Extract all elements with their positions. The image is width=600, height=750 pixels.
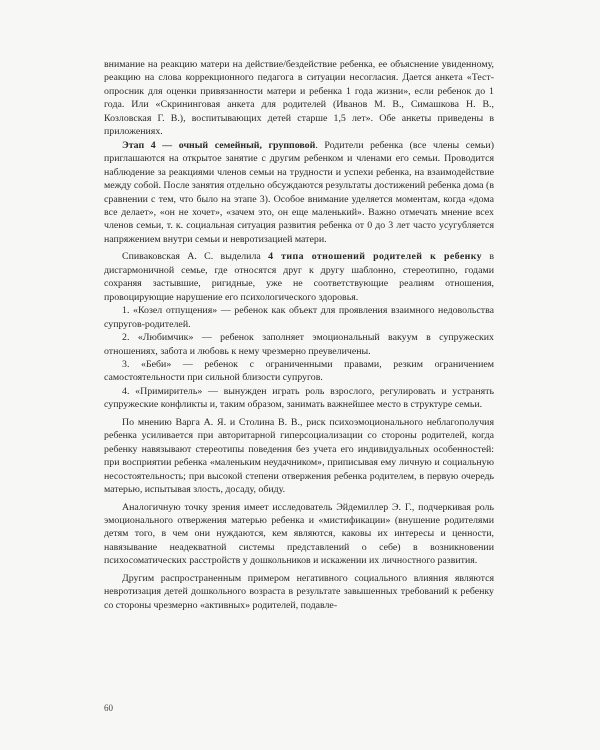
page-body — [104, 58, 494, 612]
relation-types-heading: 4 типа отношений родителей к ребенку — [268, 251, 482, 263]
list-item: 2. «Любимчик» — ребенок заполняет эмоциональный вакуум в супружеских отношениях, забота и любовь к нему чрезмерно преувеличены. — [104, 332, 494, 357]
list-item: 3. «Беби» — ребенок с ограниченными правами, резким ограничением самостоятельности при сильной близости супругов. — [104, 358, 494, 384]
paragraph-questionnaire: внимание на реакцию матери на действие/бездействие ребенка, ее объяснение увиденному, реакцию на слова коррекционного педагога в ситуации несогласия. Дается анкета «Тест-опросник для оценки привязанности матери и ребенка 1 года жизни», если ребенок до 1 года. Или «Скрининговая анкета для родителей (Иванов М. В., Симашкова Н. В., Козловская Г. В.), воспитывающих детей старше 1,5 лет». Обе анкеты приведены в приложениях. — [104, 59, 494, 138]
list-item: 4. «Примиритель» — вынужден играть роль взрослого, регулировать и устранять супружеские конфликты и, таким образом, занимать важнейшее место в структуре семьи. — [104, 385, 494, 411]
paragraph-relation-types — [104, 250, 494, 304]
relation-types-intro: Спиваковская А. С. выделила — [122, 251, 269, 263]
paragraph-neurotization: Другим распространенным примером негативного социального влияния являются невротизация детей дошкольного возраста в результате завышенных требований к ребенку со стороны чрезмерно «активных» родителей, подавле- — [104, 572, 494, 611]
paragraph-varga-stolin: По мнению Варга А. Я. и Столина В. В., риск психоэмоционального неблагополучия ребенка усиливается при авторитарной гиперсоциализации со стороны родителей, когда ребенку навязывают стереотипы поведения без учета его индивидуальных особенностей: при восприятии ребенка «маленьким неудачником», приписывая ему личную и социальную несостоятельность; при высокой степени отвержения ребенка родителем, в первую очередь матерью, испытывая злость, досаду, обиду. — [104, 416, 494, 496]
page-number: 60 — [104, 703, 113, 713]
paragraph-stage-4 — [104, 139, 494, 247]
stage-4-heading: Этап 4 — очный семейный, групповой — [122, 139, 316, 151]
relation-types-text: в дисгармоничной семье, где относятся друг к другу шаблонно, стереотипно, годами сохраняя застывшие, ригидные, уже не соответствующие реалиям отношения, провоцирующие нарушение его психологического здоровья. — [104, 251, 495, 303]
stage-4-text: . Родители ребенка (все члены семьи) приглашаются на открытое занятие с другим ребенком и членами его семьи. Проводится наблюдение за реакциями членов семьи на трудности и успехи ребенка, на взаимодействие между собой. После занятия отдельно обсуждаются результаты достижений ребенка дома (в сравнении с тем, что было на этапе 3). Особое внимание уделяется моментам, когда «дома все делает», «он не хочет», «зачем это, он еще маленький». Важно отмечать мнение всех членов семьи, т. к. социальная ситуация развития ребенка от 0 до 3 лет часто усугубляется напряжением внутри семьи и невротизацией матери. — [104, 139, 494, 245]
relation-types-list — [104, 304, 494, 412]
list-item: 1. «Козел отпущения» — ребенок как объект для проявления взаимного недовольства супругов-родителей. — [104, 305, 494, 330]
paragraph-eidemiller: Аналогичную точку зрения имеет исследователь Эйдемиллер Э. Г., подчеркивая роль эмоционального отвержения матерью ребенка и «мистификации» (внушение родителями детям того, в чем они нуждаются, кем являются, каковы их интересы и ценности, навязывание неадекватной системы представлений о себе) в возникновении психосоматических расстройств у дошкольников и искажении их личностного развития. — [104, 501, 494, 567]
